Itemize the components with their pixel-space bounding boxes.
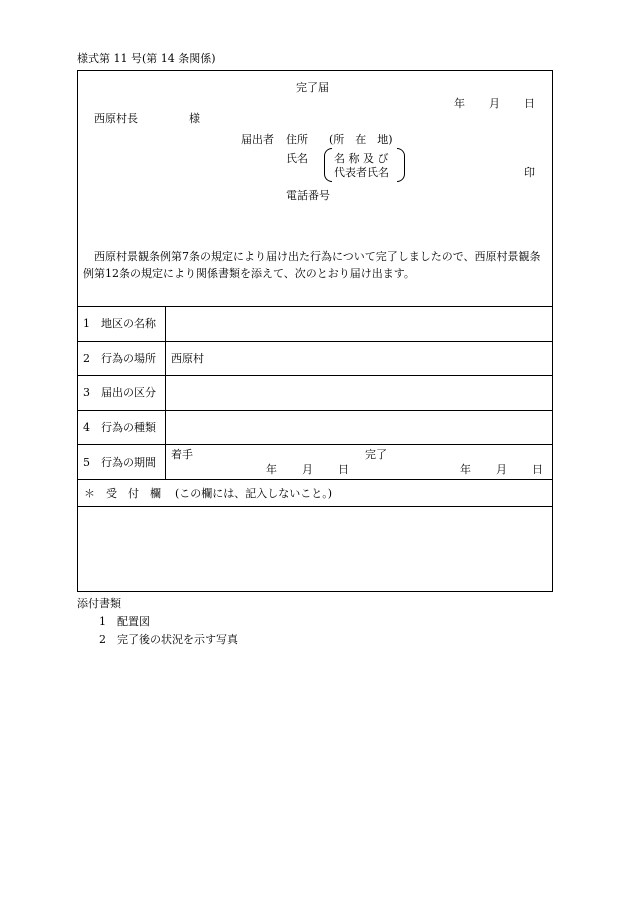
name-label: 氏名: [286, 152, 308, 165]
seal-mark: 印: [524, 166, 535, 179]
reception-area[interactable]: [80, 510, 550, 588]
period-end-label: 完了: [365, 448, 387, 461]
date-month: 月: [489, 97, 500, 110]
period-end-day: 日: [532, 463, 543, 476]
period-end-year: 年: [460, 463, 471, 476]
form-number: 様式第 11 号(第 14 条関係): [77, 52, 216, 65]
table-line: [77, 375, 553, 376]
left-bracket: [324, 148, 332, 182]
reception-note: (この欄には、記入しないこと。): [175, 487, 333, 500]
row-5-label: 5 行為の期間: [83, 456, 156, 469]
table-line: [77, 341, 553, 342]
attachment-item: 2 完了後の状況を示す写真: [99, 633, 238, 646]
attachments-title: 添付書類: [77, 597, 121, 610]
addressee-name: 西原村長: [94, 112, 138, 125]
table-line: [77, 410, 553, 411]
row-4-label: 4 行為の種類: [83, 421, 156, 434]
address-note: (所 在 地): [329, 133, 393, 146]
name-note-line2: 代表者氏名: [334, 166, 389, 179]
form-title: 完了届: [296, 81, 329, 94]
period-start-day: 日: [338, 463, 349, 476]
reception-label: 受 付 欄: [106, 487, 161, 500]
declaration-text: 西原村景観条例第7条の規定により届け出た行為について完了しましたので、西原村景観条例第12条の規定により関係書類を添えて、次のとおり届け出ます。: [83, 250, 541, 280]
phone-label: 電話番号: [286, 189, 330, 202]
attachment-item: 1 配置図: [99, 615, 150, 628]
period-end-month: 月: [496, 463, 507, 476]
table-column-divider: [165, 306, 166, 480]
row-1-label: 1 地区の名称: [83, 317, 156, 330]
row-2-value[interactable]: 西原村: [171, 352, 204, 365]
reception-marker: ＊: [84, 487, 95, 500]
right-bracket: [397, 148, 405, 182]
period-start-month: 月: [302, 463, 313, 476]
reception-divider: [77, 506, 553, 507]
table-top-line: [77, 306, 553, 307]
period-start-label: 着手: [171, 448, 193, 461]
row-3-label: 3 届出の区分: [83, 386, 156, 399]
addressee-honorific: 様: [189, 112, 200, 125]
address-label: 住所: [286, 133, 308, 146]
applicant-label: 届出者: [241, 133, 274, 146]
date-day: 日: [524, 97, 535, 110]
period-start-year: 年: [266, 463, 277, 476]
row-2-label: 2 行為の場所: [83, 352, 156, 365]
date-year: 年: [454, 97, 465, 110]
name-note-line1: 名 称 及 び: [334, 152, 389, 165]
table-line: [77, 444, 553, 445]
